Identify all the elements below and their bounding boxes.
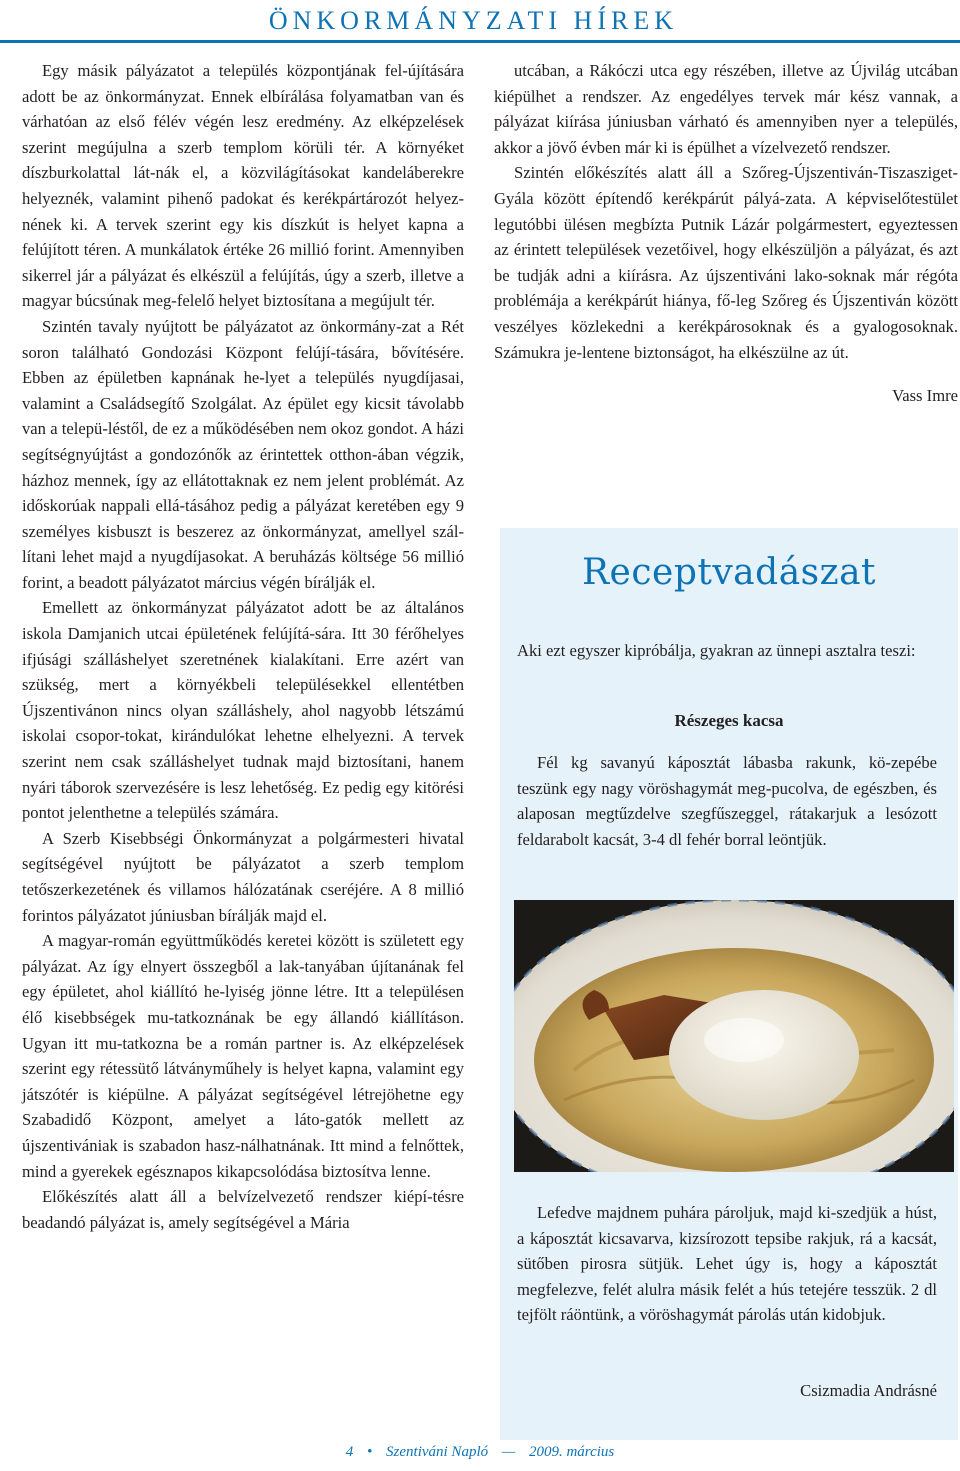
dish-photo-image bbox=[514, 900, 954, 1172]
article-paragraph: Emellett az önkormányzat pályázatot adott be az általános iskola Damjanich utcai épületének felújítá-sára. Itt 30 férőhelyes ifjúsági szálláshelyet szeretnének kialakítani. Erre azért van szükség, mert a környékbeli településekkel ellentétben Újszentivánon nincs olyan szálláshely, ahol nagyobb létszámú iskolai csopor-tokat, kirándulókat lehetne elhelyezni. A tervek szerint nem csak szálláshelyet tudnak majd biztosítani, hanem nyári táborok szervezésére is lesz lehetőség. Ez pedig egy kitörési pontot jelenthetne a település számára. bbox=[22, 598, 464, 823]
recipe-step: Fél kg savanyú káposztát lábasba rakunk, kö-zepébe teszünk egy nagy vöröshagymát meg-pucolva, de egészben, és alaposan megtűzdelve szegfűszeggel, rátakarjuk a lesózott feldarabolt kacsát, 3-4 dl fehér borral leöntjük. bbox=[517, 753, 937, 849]
footer-separator-icon: — bbox=[501, 1444, 516, 1460]
page-number: 4 bbox=[345, 1444, 354, 1460]
recipe-box bbox=[500, 528, 958, 1440]
publication-name: Szentiváni Napló bbox=[386, 1444, 489, 1460]
article-paragraph: Előkészítés alatt áll a belvízelvezető rendszer kiépí-tésre beadandó pályázat is, amely segítségével a Mária bbox=[22, 1187, 464, 1232]
article-paragraph: A magyar-román együttműködés keretei között is született egy pályázat. Az így elnyert összegből a lak-tanyában újítanának fel egy épületet, ahol kiállító he-lyiség jönne létre. Itt a településen élő kisebbségek mu-tatkoznának be egy állandó kiállításon. Ugyan itt mu-tatkozna be a román partner is. Az elképzelések szerint egy rétessütő látványműhely is helyet kapna, valamint egy játszótér is kiépülne. A pályázat segítségével létrejöhetne egy Szabadidő Központ, amelyet a láto-gatók mellett az újszentivániak is szabadon hasz-nálhatnának. Itt mind a felnőttek, mind a gyerekek egésznapos kikapcsolódása biztosítva lenne. bbox=[22, 931, 464, 1181]
article-paragraph: utcában, a Rákóczi utca egy részében, illetve az Újvilág utcában kiépülhet a rendszer. Az engedélyes tervek már kész vannak, a pályázat kiírása júniusban várható és amennyiben nyer a település, akkor a jövő évben már ki is épülhet a vízelvezető rendszer. bbox=[494, 61, 958, 157]
article-paragraph: Egy másik pályázatot a település központjának fel-újítására adott be az önkormányzat. Ennek elbírálása folyamatban van és várhatóan az első félév végén lesz eredmény. Az elképzelések szerint megújulna a szerb templom körüli tér. A környéket díszburkolattal lát-nák el, a közvilágításokat kandeláberekre helyeznék, valamint pihenő padokat és kerékpártározót helyez-nének ki. A tervek szerint egy kis díszkút is helyet kapna a felújított téren. A munkálatok értéke 26 millió forint. Amennyiben sikerrel jár a pályázat és elkészül a felújítás, úgy a szerb, illetve a magyar búcsúnak meg-felelő helyet biztosítana a megújult tér. bbox=[22, 61, 464, 311]
recipe-author: Csizmadia Andrásné bbox=[800, 1381, 937, 1400]
recipe-intro: Aki ezt egyszer kipróbálja, gyakran az ünnepi asztalra teszi: bbox=[517, 641, 916, 660]
section-title: ÖNKORMÁNYZATI HÍREK bbox=[268, 6, 678, 35]
publication-date: 2009. március bbox=[528, 1444, 615, 1460]
left-column bbox=[22, 58, 464, 1235]
article-paragraph: Szintén tavaly nyújtott be pályázatot az önkormány-zat a Rét soron található Gondozási Központ felújí-tására, bővítésére. Ebben az épületben kapnának he-lyet a település nyugdíjasai, valamint a Családsegítő Szolgálat. Az épület egy kicsit távolabb van a telepü-léstől, de ez a működésében nem okoz gondot. A házi segítségnyújtást a gondozónők az érintettek otthon-ában végzik, házhoz mennek, így az ellátottaknak ez nem jelent problémát. Az időskorúak nappali ellá-tásához pedig a pályázat keretében egy 9 személyes kisbuszt is beszerez az önkormányzat, amellyel szál-lítani lehet majd a nyugdíjasokat. A beruházás költsége 56 millió forint, a beadott pályázatot március végén bírálják el. bbox=[22, 316, 464, 592]
footer-separator-icon: • bbox=[367, 1444, 373, 1460]
dish-name: Részeges kacsa bbox=[674, 711, 784, 730]
page-footer bbox=[0, 1444, 960, 1461]
header-rule bbox=[0, 40, 960, 43]
dish-photo bbox=[514, 900, 954, 1172]
recipe-step: Lefedve majdnem puhára pároljuk, majd ki-szedjük a húst, a káposztát kicsavarva, kizsírozott tepsibe rakjuk, rá a kacsát, sütőben pirosra sütjük. Lehet úgy is, hogy a káposztát megfelezve, felét alulra másik felét a hús tetejére tesszük. 2 dl tejfölt ráöntünk, a vöröshagymát párolás után kidobjuk. bbox=[517, 1203, 937, 1325]
article-author: Vass Imre bbox=[892, 386, 958, 406]
article-paragraph: Szintén előkészítés alatt áll a Szőreg-Újszentiván-Tiszasziget-Gyála között építendő kerékpárút pályá-zata. A képviselőtestület legutóbbi ülésen megbízta Putnik Lázár polgármestert, egyeztessen az érintett települések vezetőivel, hogy elkészüljön a pályázat, és azt be tudják adni a kiírásra. Az újszentiváni lako-soknak már régóta problémája a kerékpárút hiánya, fő-leg Szőreg és Újszentiván között veszélyes közlekedni a kerékpárosoknak és a gyalogosoknak. Számukra je-lentene biztonságot, ha elkészülne az út. bbox=[494, 163, 958, 362]
recipe-title: Receptvadászat bbox=[581, 552, 877, 593]
right-column bbox=[494, 58, 958, 409]
article-paragraph: A Szerb Kisebbségi Önkormányzat a polgármesteri hivatal segítségével nyújtott be pályázatot a szerb templom tetőszerkezetének és villamos hálózatának cseréjére. A 8 millió forintos pályázatot júniusban bírálják majd el. bbox=[22, 828, 464, 925]
